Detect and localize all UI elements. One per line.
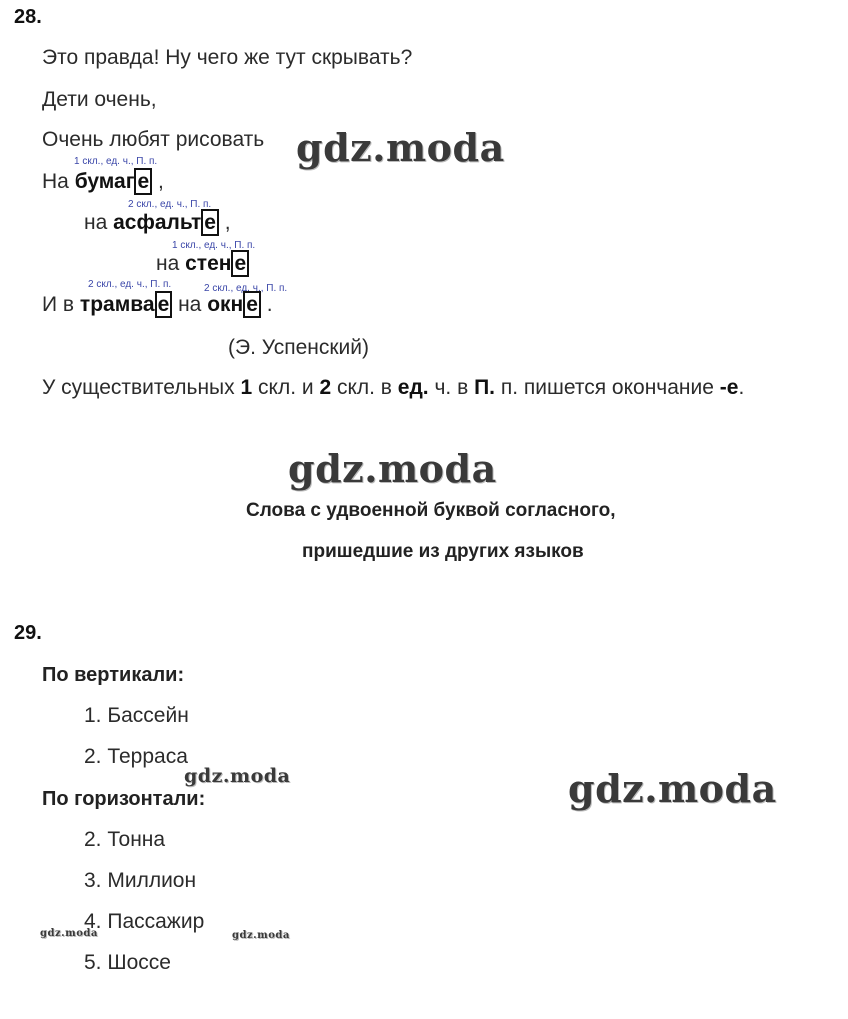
watermark-logo: gdz.moda: [232, 930, 290, 941]
rule-text: [42, 376, 744, 400]
grammar-note-bumage: 1 скл., ед. ч., П. п.: [74, 156, 158, 167]
word-asfalt: асфальт: [113, 211, 202, 234]
line6-prefix: на: [156, 252, 186, 275]
horizontal-title: По горизонтали:: [42, 788, 206, 810]
horizontal-item-3: 4. Пассажир: [84, 910, 205, 933]
rule-bold-3: ед.: [397, 376, 429, 399]
horizontal-item-2: 3. Миллион: [84, 869, 197, 892]
poem-line-7: [42, 293, 273, 317]
exercise-29-number: 29.: [14, 622, 42, 644]
rule-bold-2: 2: [319, 376, 332, 399]
horizontal-item-1: 2. Тонна: [84, 828, 166, 851]
rule-part-6: .: [738, 376, 745, 399]
exercise-28-number: 28.: [14, 6, 42, 28]
line7-middle: на: [172, 293, 208, 316]
line7-suffix: .: [260, 293, 273, 316]
grammar-note-okne: 2 скл., ед. ч., П. п.: [204, 283, 288, 294]
rule-bold-4: П.: [474, 376, 496, 399]
line7-prefix: И в: [42, 293, 80, 316]
grammar-note-asfalte: 2 скл., ед. ч., П. п.: [128, 199, 212, 210]
poem-line-3: Очень любят рисовать: [42, 128, 265, 151]
rule-part-3: скл. в: [331, 376, 398, 399]
ending-box-bumage: е: [134, 168, 152, 195]
word-bumag: бумаг: [74, 170, 135, 193]
section-title-line-1: Слова с удвоенной буквой согласного,: [246, 500, 616, 521]
watermark-logo: gdz.moda: [568, 766, 777, 811]
vertical-item-1: 1. Бассейн: [84, 704, 189, 727]
rule-bold-5: -е: [719, 376, 739, 399]
line5-suffix: ,: [218, 211, 231, 234]
line4-suffix: ,: [152, 170, 164, 193]
rule-bold-1: 1: [240, 376, 253, 399]
rule-part-5: п. пишется окончание: [495, 376, 720, 399]
word-tramva: трамва: [79, 293, 155, 316]
watermark-logo: gdz.moda: [296, 125, 505, 170]
poem-line-1: Это правда! Ну чего же тут скрывать?: [42, 46, 413, 69]
rule-part-4: ч. в: [428, 376, 475, 399]
watermark-logo: gdz.moda: [288, 446, 497, 491]
poem-line-2: Дети очень,: [42, 88, 157, 111]
ending-box-stene: е: [231, 250, 249, 277]
poem-line-6: [156, 252, 249, 276]
poem-line-4: [42, 170, 164, 194]
horizontal-item-4: 5. Шоссе: [84, 951, 171, 974]
section-title-line-2: пришедшие из других языков: [302, 541, 584, 562]
grammar-note-tramvae: 2 скл., ед. ч., П. п.: [88, 279, 172, 290]
poem-author: (Э. Успенский): [228, 336, 369, 359]
ending-box-asfalte: е: [201, 209, 219, 236]
rule-part-1: У существительных: [42, 376, 241, 399]
ending-box-okne: е: [243, 291, 261, 318]
vertical-item-2: 2. Терраса: [84, 745, 188, 768]
grammar-note-stene: 1 скл., ед. ч., П. п.: [172, 240, 256, 251]
word-sten: стен: [185, 252, 232, 275]
watermark-logo: gdz.moda: [40, 928, 98, 939]
poem-line-5: [84, 211, 231, 235]
word-okn: окн: [207, 293, 244, 316]
ending-box-tramvae: е: [155, 291, 173, 318]
vertical-title: По вертикали:: [42, 664, 185, 686]
line4-prefix: На: [42, 170, 75, 193]
rule-part-2: скл. и: [252, 376, 320, 399]
watermark-logo: gdz.moda: [184, 765, 291, 787]
line5-prefix: на: [84, 211, 114, 234]
